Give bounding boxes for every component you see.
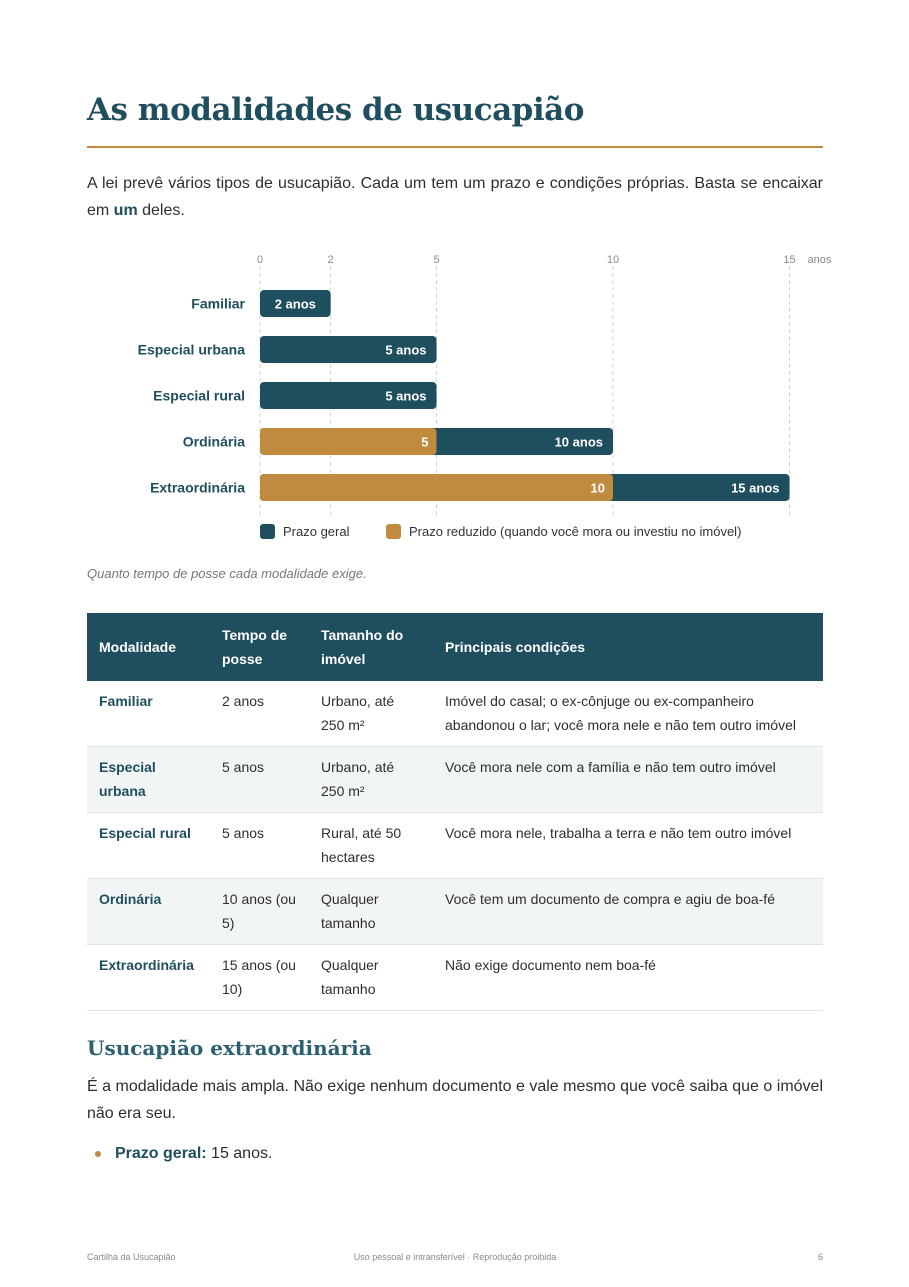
table-cell-conditions: Você mora nele, trabalha a terra e não tem outro imóvel (433, 813, 823, 879)
chart-caption: Quanto tempo de posse cada modalidade exige. (87, 566, 367, 581)
modalities-table (87, 613, 823, 1011)
bar-prazo-reduzido (260, 428, 437, 455)
category-label: Familiar (191, 295, 245, 312)
section-paragraph: É a modalidade mais ampla. Não exige nenhum documento e vale mesmo que você saiba que o imóvel não era seu. (87, 1078, 823, 1122)
table-cell-size: Urbano, até 250 m² (309, 681, 433, 747)
x-tick-label: 10 (606, 254, 620, 266)
page-title: As modalidades de usucapião (87, 92, 584, 128)
footer-notice: Uso pessoal e intransferível · Reprodução proibida (353, 1252, 557, 1262)
x-tick-label: 5 (433, 254, 440, 266)
page-footer (87, 1252, 823, 1266)
table-cell-conditions: Você mora nele com a família e não tem outro imóvel (433, 747, 823, 813)
table-cell-term: 15 anos (ou 10) (210, 945, 309, 1011)
table-cell-size: Urbano, até 250 m² (309, 747, 433, 813)
title-divider (87, 146, 823, 148)
table-cell-size: Qualquer tamanho (309, 945, 433, 1011)
modalities-chart (87, 246, 832, 551)
table-header: Tamanho do imóvel (309, 613, 433, 681)
table-cell-term: 5 anos (210, 813, 309, 879)
table-header: Modalidade (87, 613, 210, 681)
table-cell-conditions: Você tem um documento de compra e agiu de boa-fé (433, 879, 823, 945)
bullet-list (87, 1140, 823, 1167)
table-cell-modality: Especial rural (87, 813, 210, 879)
bar-value-label: 15 anos (731, 480, 780, 496)
legend-label: Prazo geral (283, 524, 350, 539)
table-cell-modality: Extraordinária (87, 945, 210, 1011)
bullet-label: Prazo geral: (115, 1145, 207, 1162)
bar-value-label: 2 anos (274, 296, 316, 312)
table-header: Principais condições (433, 613, 823, 681)
table-header: Tempo de posse (210, 613, 309, 681)
category-label: Especial urbana (137, 341, 245, 358)
category-label: Especial rural (153, 387, 245, 404)
table-cell-modality: Especial urbana (87, 747, 210, 813)
table-cell-size: Qualquer tamanho (309, 879, 433, 945)
table-row (87, 747, 823, 813)
legend-swatch-prazo-geral (260, 524, 275, 539)
intro-text: A lei prevê vários tipos de usucapião. Cada um tem um prazo e condições próprias. Basta se encaixar em (87, 175, 823, 219)
x-tick-label: 0 (256, 254, 264, 266)
intro-text-end: deles. (137, 202, 185, 219)
chart-canvas (87, 246, 832, 551)
bar-value-label: 10 (590, 480, 605, 496)
table-cell-conditions: Imóvel do casal; o ex-cônjuge ou ex-companheiro abandonou o lar; você mora nele e não tem outro imóvel (433, 681, 823, 747)
category-label: Ordinária (182, 433, 245, 450)
bar-value-label: 5 (421, 434, 429, 450)
legend-swatch-prazo-reduzido (386, 524, 401, 539)
bullet-text: 15 anos. (206, 1145, 273, 1162)
table-cell-term: 5 anos (210, 747, 309, 813)
bullet-icon (95, 1151, 101, 1157)
table-row (87, 681, 823, 747)
table-row (87, 945, 823, 1011)
table-cell-term: 10 anos (ou 5) (210, 879, 309, 945)
intro-paragraph (87, 170, 823, 224)
x-unit-label: anos (807, 254, 832, 266)
table-cell-modality: Ordinária (87, 879, 210, 945)
legend-label: Prazo reduzido (quando você mora ou investiu no imóvel) (409, 524, 742, 539)
table-cell-term: 2 anos (210, 681, 309, 747)
page-number: 6 (817, 1252, 823, 1262)
list-item (87, 1140, 823, 1167)
table-row (87, 879, 823, 945)
x-tick-label: 15 (783, 254, 796, 266)
section-title: Usucapião extraordinária (87, 1036, 372, 1060)
table-header-row (87, 613, 823, 681)
bar-value-label: 10 anos (554, 434, 603, 450)
bar-prazo-reduzido (260, 474, 613, 501)
table-cell-conditions: Não exige documento nem boa-fé (433, 945, 823, 1011)
category-label: Extraordinária (150, 479, 245, 496)
bar-value-label: 5 anos (385, 342, 427, 358)
footer-doc-title: Cartilha da Usucapião (87, 1252, 176, 1262)
table-row (87, 813, 823, 879)
intro-emphasis: um (113, 202, 138, 219)
table-cell-modality: Familiar (87, 681, 210, 747)
bar-value-label: 5 anos (385, 388, 427, 404)
x-tick-label: 2 (327, 254, 334, 266)
table-cell-size: Rural, até 50 hectares (309, 813, 433, 879)
